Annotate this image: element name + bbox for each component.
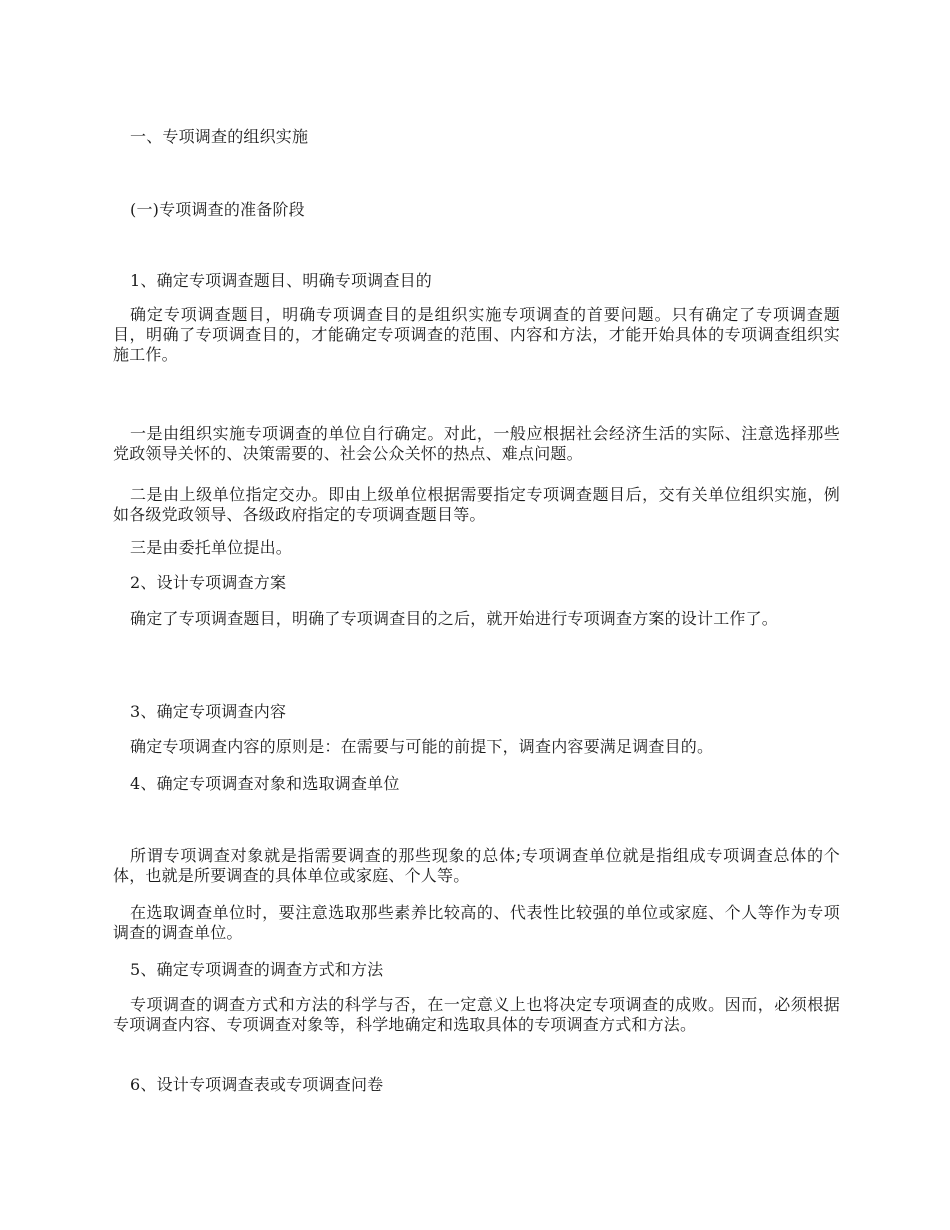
heading-preparation-stage: (一)专项调查的准备阶段 (130, 200, 305, 219)
section-3-title: 3、确定专项调查内容 (130, 702, 287, 721)
section-6-title: 6、设计专项调查表或专项调查问卷 (130, 1075, 384, 1094)
section-4-title: 4、确定专项调查对象和选取调查单位 (130, 774, 400, 793)
section-5-title: 5、确定专项调查的调查方式和方法 (130, 960, 384, 979)
section-2-paragraph: 确定了专项调查题目，明确了专项调查目的之后，就开始进行专项调查方案的设计工作了。 (130, 609, 779, 628)
section-1-source-one: 一是由组织实施专项调查的单位自行确定。对此，一般应根据社会经济生活的实际、注意选择那些党政领导关怀的、决策需要的、社会公众关怀的热点、难点问题。 (113, 424, 840, 463)
section-3-paragraph: 确定专项调查内容的原则是：在需要与可能的前提下，调查内容要满足调查目的。 (130, 737, 714, 756)
section-4-paragraph-1: 所谓专项调查对象就是指需要调查的那些现象的总体;专项调查单位就是指组成专项调查总体的个体，也就是所要调查的具体单位或家庭、个人等。 (113, 846, 840, 885)
section-4-paragraph-2: 在选取调查单位时，要注意选取那些素养比较高的、代表性比较强的单位或家庭、个人等作为专项调查的调查单位。 (113, 903, 840, 942)
section-1-source-two: 二是由上级单位指定交办。即由上级单位根据需要指定专项调查题目后，交有关单位组织实施，例如各级党政领导、各级政府指定的专项调查题目等。 (113, 485, 840, 524)
section-5-paragraph: 专项调查的调查方式和方法的科学与否，在一定意义上也将决定专项调查的成败。因而，必须根据专项调查内容、专项调查对象等，科学地确定和选取具体的专项调查方式和方法。 (113, 995, 840, 1034)
section-1-title: 1、确定专项调查题目、明确专项调查目的 (130, 271, 432, 290)
section-2-title: 2、设计专项调查方案 (130, 573, 287, 592)
heading-organization: 一、专项调查的组织实施 (130, 127, 309, 146)
section-1-source-three: 三是由委托单位提出。 (130, 538, 293, 557)
section-1-paragraph: 确定专项调查题目，明确专项调查目的是组织实施专项调查的首要问题。只有确定了专项调查题目，明确了专项调查目的，才能确定专项调查的范围、内容和方法，才能开始具体的专项调查组织实施工作。 (113, 305, 840, 364)
